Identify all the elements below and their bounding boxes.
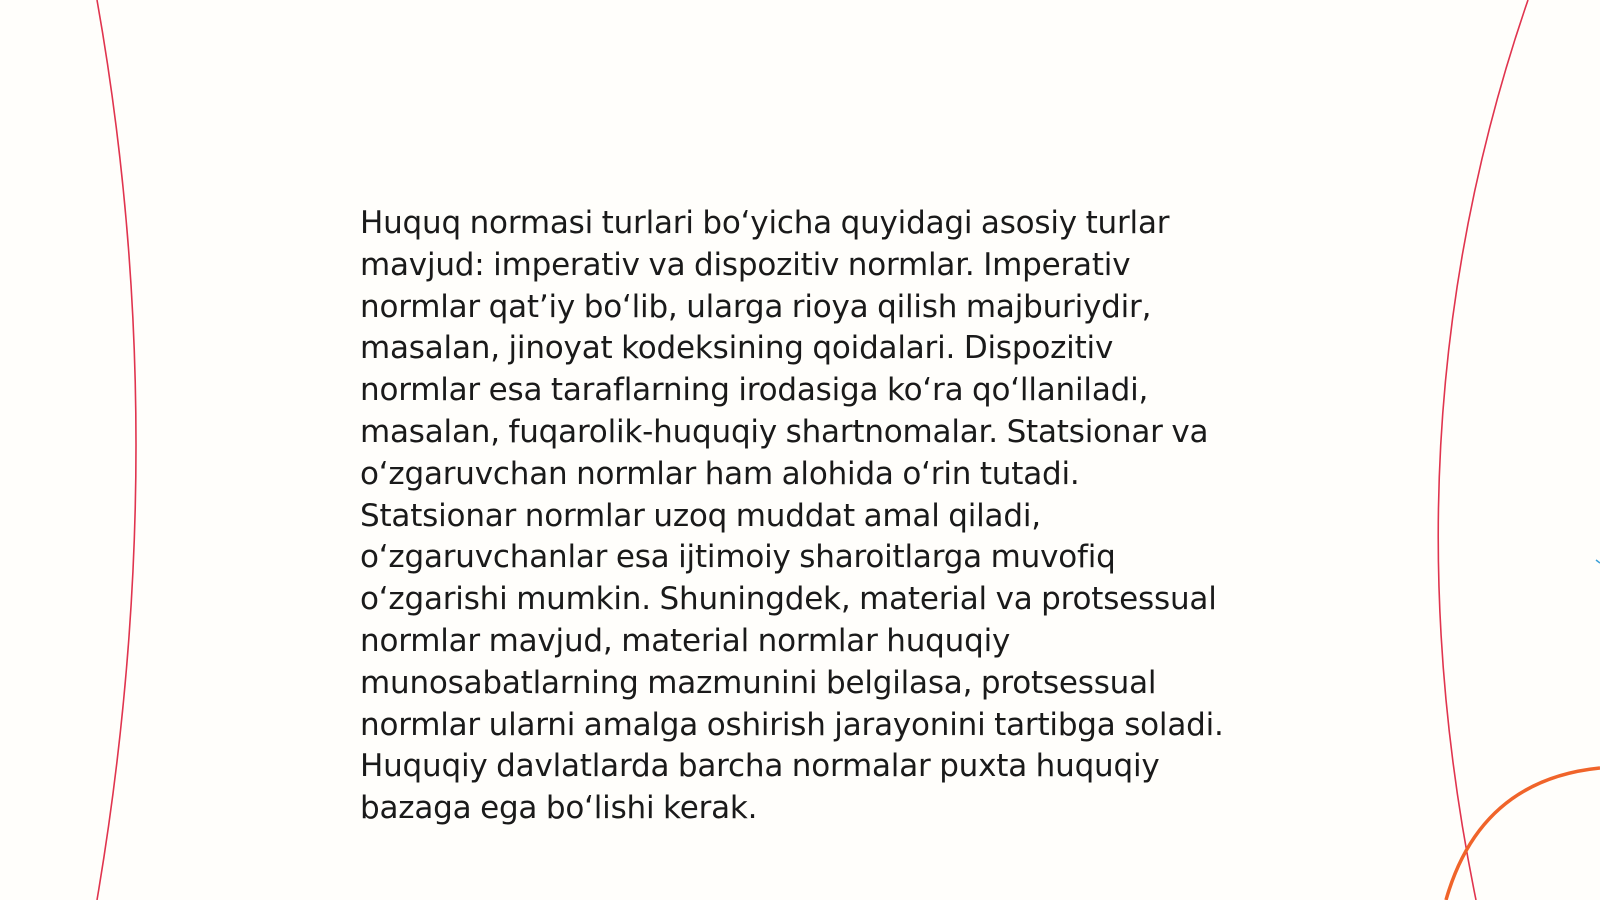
orange-arc bbox=[1446, 768, 1600, 900]
right-curve-line bbox=[1438, 0, 1528, 900]
left-curve-line bbox=[97, 0, 136, 900]
blue-tick-mark bbox=[1596, 560, 1600, 563]
body-paragraph: Huquq normasi turlari bo‘yicha quyidagi asosiy turlar mavjud: imperativ va dispozitiv normlar. Imperativ normlar qat’iy bo‘lib, ularga rioya qilish majburiydir, masalan, jinoyat kodeksining qoidalari. Dispozitiv normlar esa taraflarning irodasiga ko‘ra qo‘llaniladi, masalan, fuqarolik-huquqiy shartnomalar. Statsionar va o‘zgaruvchan normlar ham alohida o‘rin tutadi. Statsionar normlar uzoq muddat amal qiladi, o‘zgaruvchanlar esa ijtimoiy sharoitlarga muvofiq o‘zgarishi mumkin. Shuningdek, material va protsessual normlar mavjud, material normlar huquqiy munosabatlarning mazmunini belgilasa, protsessual normlar ularni amalga oshirish jarayonini tartibga soladi. Huquqiy davlatlarda barcha normalar puxta huquqiy bazaga ega bo‘lishi kerak. bbox=[360, 205, 1224, 827]
